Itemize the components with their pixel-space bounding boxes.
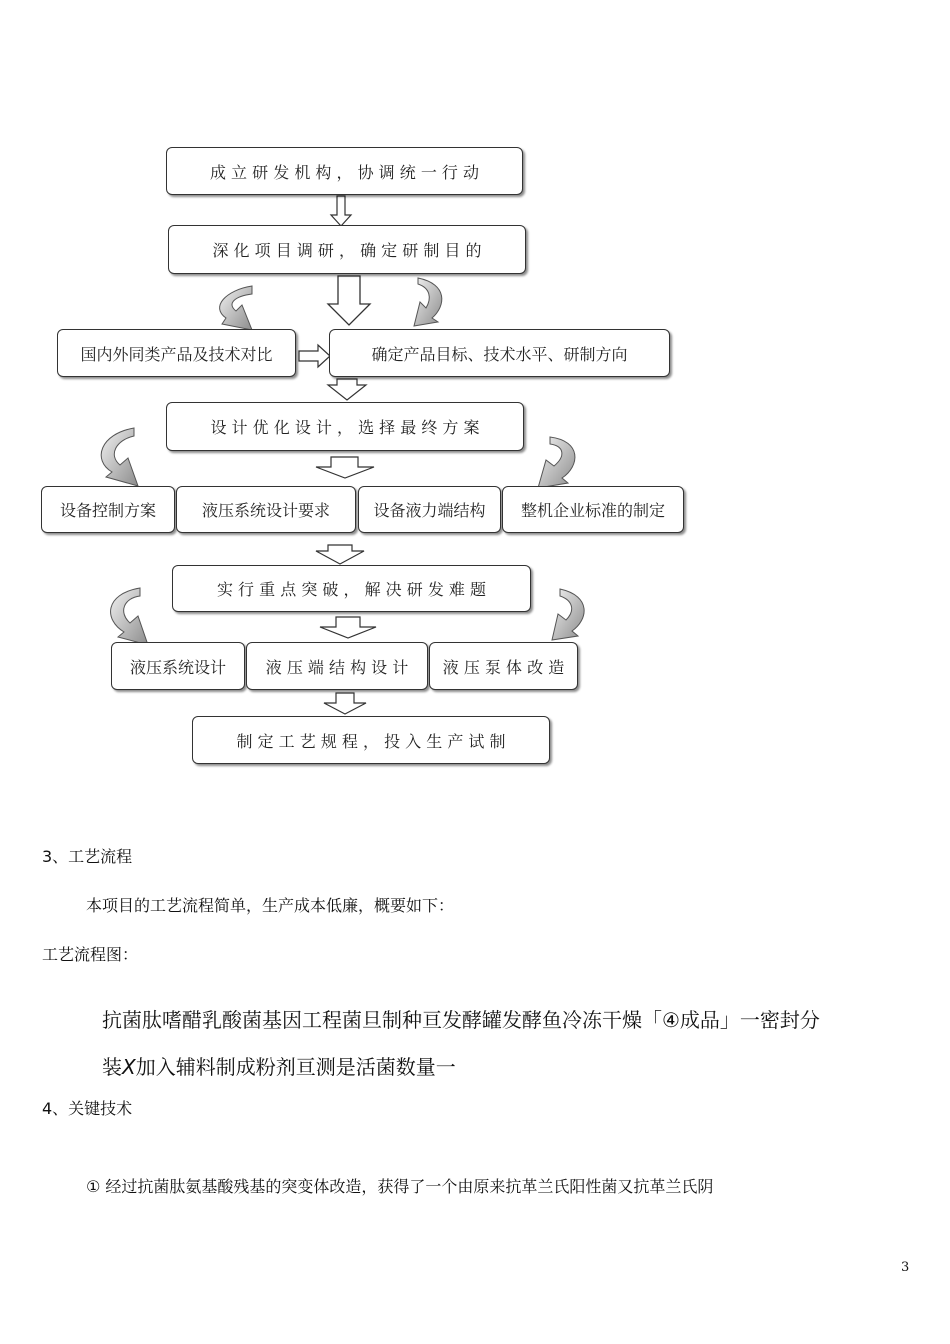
flow-box-end-structure xyxy=(246,642,428,690)
process-line-2-start: 装 xyxy=(102,1055,122,1079)
flow-box-targets xyxy=(329,329,670,377)
right-arrow xyxy=(299,345,330,367)
flow-box-design xyxy=(166,402,524,451)
flow-box-hydraulic-system xyxy=(111,642,245,690)
flow-box-hydraulic-req xyxy=(176,486,356,533)
process-line-2 xyxy=(102,1051,456,1080)
down-arrow-4 xyxy=(316,457,374,478)
flow-box-fluid-end xyxy=(358,486,501,533)
page-number: 3 xyxy=(901,1260,910,1275)
process-line-1: 抗菌肽嗜醋乳酸菌基因工程菌旦制种亘发酵罐发酵鱼冷冻干燥「④成品」一密封分 xyxy=(102,1008,820,1032)
flow-box-label: 液 压 泵 体 改 造 xyxy=(442,657,565,677)
flow-box-pump xyxy=(429,642,578,690)
flow-box-process xyxy=(192,716,550,764)
flow-box-label: 制 定 工 艺 规 程 ， 投 入 生 产 试 制 xyxy=(236,731,506,751)
flow-box-label: 设 计 优 化 设 计 ， 选 择 最 终 方 案 xyxy=(210,418,480,437)
flow-box-breakthrough xyxy=(172,565,531,612)
down-arrow-3 xyxy=(328,379,366,400)
down-arrow-1 xyxy=(331,196,351,226)
flow-box-label: 整机企业标准的制定 xyxy=(520,501,665,520)
section4-item-1: ① 经过抗菌肽氨基酸残基的突变体改造，获得了一个由原来抗革兰氏阳性菌又抗革兰氏阴 xyxy=(86,1177,714,1196)
section4-heading: 4、关键技术 xyxy=(42,1099,133,1118)
flow-box-label: 成 立 研 发 机 构 ， 协 调 统 一 行 动 xyxy=(209,162,480,182)
section3-intro: 本项目的工艺流程简单，生产成本低廉，概要如下： xyxy=(86,896,455,915)
curved-arrow-right-3 xyxy=(552,589,584,640)
diagram-label: 工艺流程图： xyxy=(42,945,139,964)
flow-box-label: 确定产品目标、技术水平、研制方向 xyxy=(371,344,628,364)
flow-box-label: 设备控制方案 xyxy=(59,501,156,520)
process-line-2-rest: 加入辅料制成粉剂亘测是活菌数量一 xyxy=(135,1055,456,1079)
flow-box-label: 液压系统设计要求 xyxy=(201,501,330,520)
flow-box-establish-rd xyxy=(166,147,523,195)
flow-box-control xyxy=(41,486,175,533)
flow-box-label: 实 行 重 点 突 破 ， 解 决 研 发 难 题 xyxy=(216,580,487,599)
flow-box-standard xyxy=(502,486,684,533)
flow-box-label: 国内外同类产品及技术对比 xyxy=(80,344,273,364)
curved-arrow-left-3 xyxy=(111,588,148,645)
flow-box-compare xyxy=(57,329,296,377)
flow-box-research xyxy=(168,225,526,274)
flow-box-label: 液 压 端 结 构 设 计 xyxy=(265,657,409,677)
curved-arrow-right-2 xyxy=(538,437,575,488)
down-arrow-2 xyxy=(328,276,370,325)
curved-arrow-left-1 xyxy=(220,286,252,330)
section3-heading: 3、工艺流程 xyxy=(42,847,133,866)
down-arrow-5 xyxy=(316,545,364,564)
curved-arrow-right-1 xyxy=(414,278,442,326)
curved-arrow-left-2 xyxy=(101,428,138,486)
flow-box-label: 设备液力端结构 xyxy=(373,501,486,520)
flow-box-label: 深 化 项 目 调 研 ， 确 定 研 制 目 的 xyxy=(212,241,482,260)
down-arrow-6 xyxy=(320,617,376,638)
process-line-2-italic: X xyxy=(122,1055,136,1079)
down-arrow-7 xyxy=(324,693,366,714)
flow-box-label: 液压系统设计 xyxy=(129,657,226,677)
